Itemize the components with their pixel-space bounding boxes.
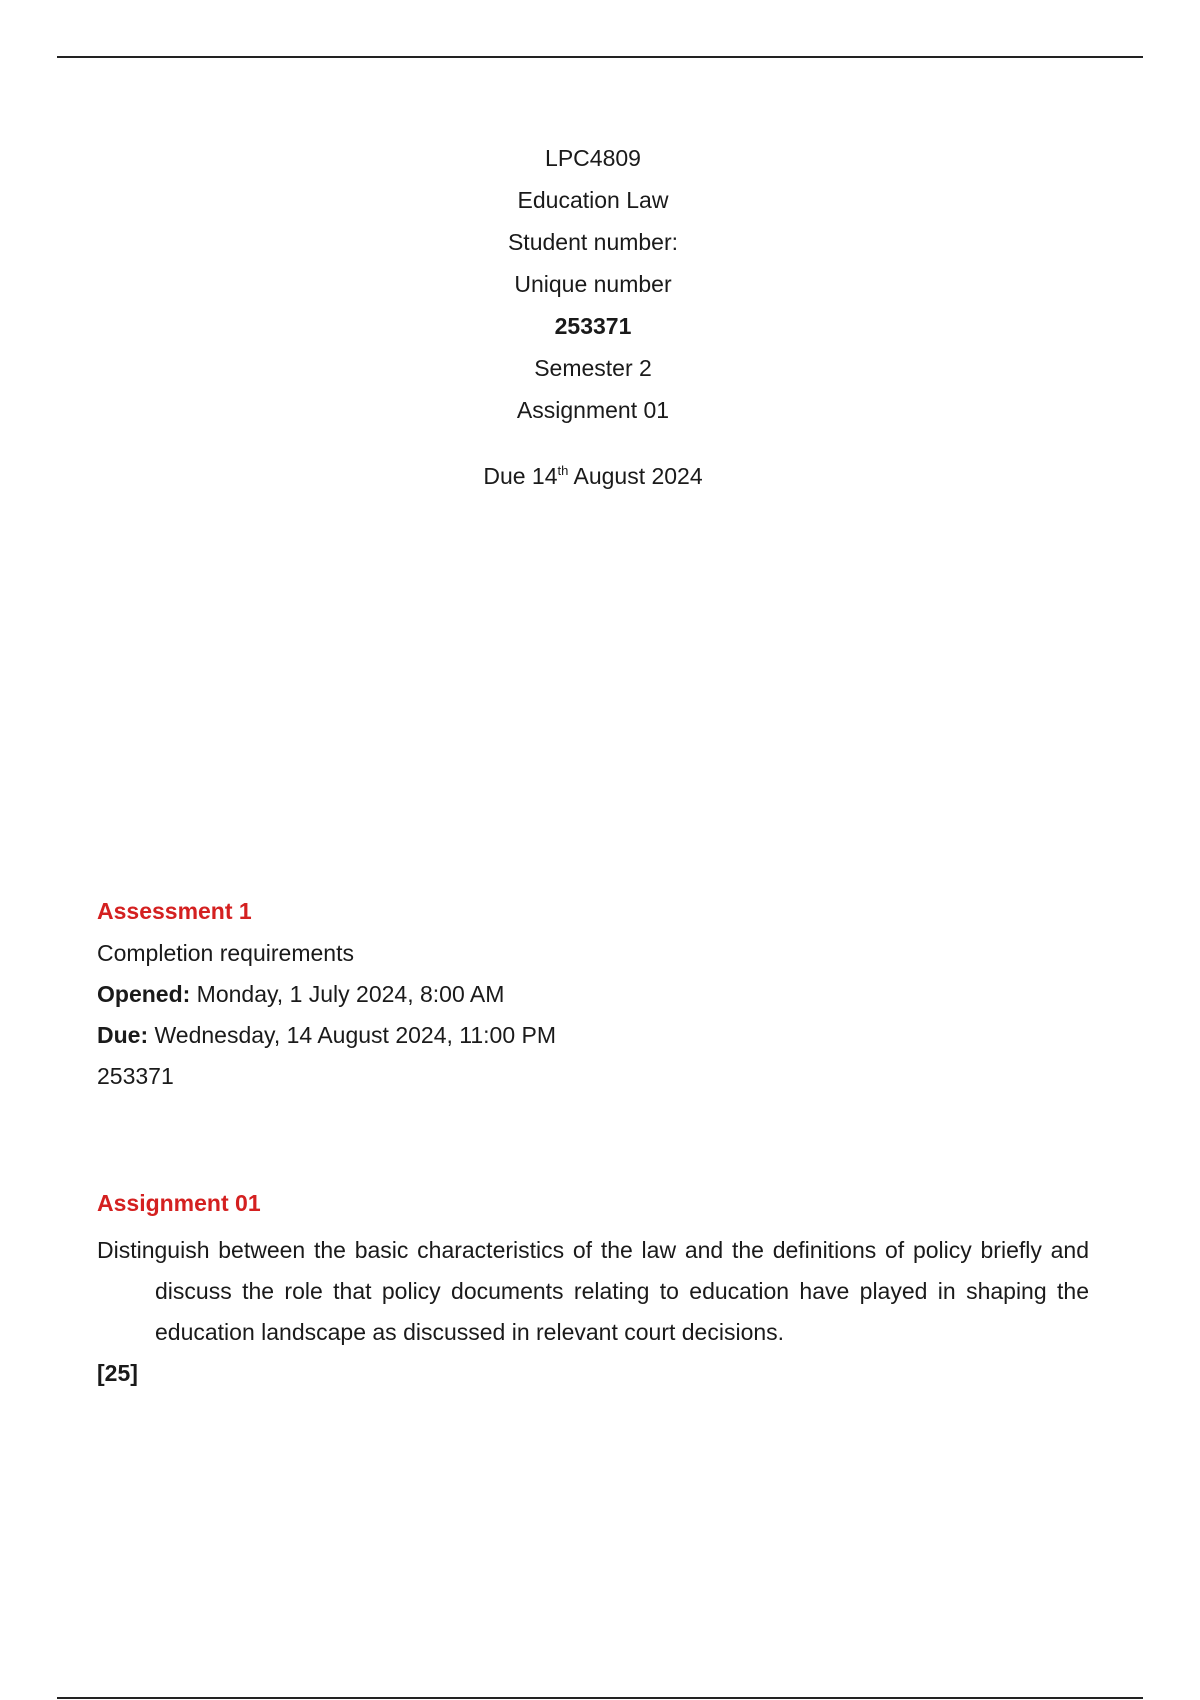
bottom-divider bbox=[57, 1697, 1143, 1699]
course-code: LPC4809 bbox=[545, 145, 641, 171]
due-ordinal: th bbox=[557, 463, 569, 478]
unique-number: 253371 bbox=[554, 313, 632, 339]
cover-block bbox=[0, 143, 1186, 491]
assignment-heading: Assignment 01 bbox=[97, 1190, 261, 1216]
assessment-unique-number: 253371 bbox=[97, 1063, 174, 1089]
assignment-number: Assignment 01 bbox=[516, 397, 670, 423]
due-row bbox=[97, 1020, 1097, 1061]
completion-requirements: Completion requirements bbox=[97, 940, 354, 966]
opened-row bbox=[97, 979, 1097, 1020]
assessment-section bbox=[97, 896, 1097, 1102]
due-prefix: Due 14 bbox=[483, 463, 558, 489]
assessment-heading: Assessment 1 bbox=[97, 898, 252, 924]
due-date bbox=[0, 461, 1186, 491]
unique-number-label: Unique number bbox=[514, 271, 672, 297]
assignment-marks: [25] bbox=[97, 1360, 138, 1386]
semester: Semester 2 bbox=[534, 355, 652, 381]
course-name: Education Law bbox=[517, 187, 669, 213]
due-rest: August 2024 bbox=[568, 463, 703, 489]
student-number-label: Student number: bbox=[507, 229, 679, 255]
top-divider bbox=[57, 56, 1143, 58]
opened-value: Monday, 1 July 2024, 8:00 AM bbox=[190, 981, 505, 1007]
due-value: Wednesday, 14 August 2024, 11:00 PM bbox=[148, 1022, 557, 1048]
assignment-section bbox=[97, 1188, 1097, 1394]
assignment-question: Distinguish between the basic characteristics of the law and the definitions of policy briefly and discuss the role that policy documents relating to education have played in shaping the education landscape as discussed in relevant court decisions. bbox=[97, 1237, 1089, 1345]
due-label: Due: bbox=[97, 1022, 149, 1048]
opened-label: Opened: bbox=[97, 981, 191, 1007]
